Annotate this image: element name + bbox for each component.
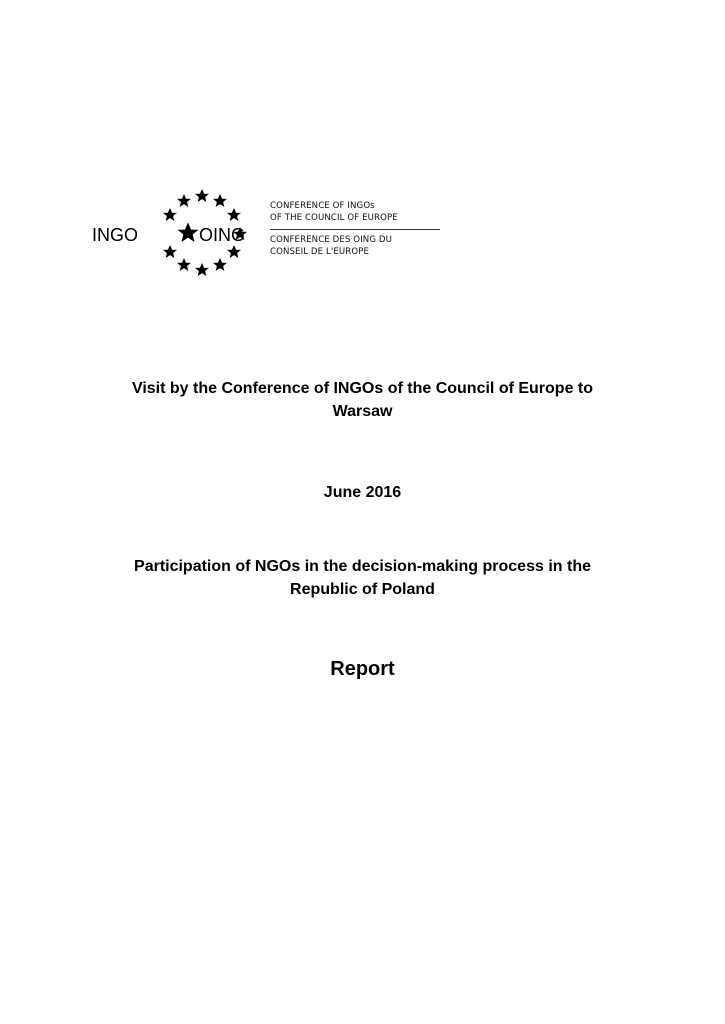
subtitle-line-2: Republic of Poland <box>290 581 435 598</box>
title-line-1: Visit by the Conference of INGOs of the Council of Europe to <box>131 380 594 397</box>
report-heading: Report <box>330 658 395 680</box>
logo-french-line-1: CONFERENCE DES OING DU <box>270 235 393 245</box>
document-date: June 2016 <box>323 484 402 501</box>
logo-english-line-2: OF THE COUNCIL OF EUROPE <box>270 213 398 223</box>
title-line-2: Warsaw <box>332 403 393 420</box>
logo-french-line-2: CONSEIL DE L'EUROPE <box>270 247 370 257</box>
logo-text-block <box>270 200 440 258</box>
document-title <box>0 377 725 423</box>
logo-ingo-text: INGO <box>92 225 139 245</box>
logo-divider <box>270 229 440 230</box>
logo-english-line-1: CONFERENCE OF INGOs <box>270 201 375 211</box>
subtitle-line-1: Participation of NGOs in the decision-making process in the <box>134 558 591 575</box>
document-subtitle <box>0 555 725 601</box>
logo-oing-text: OING <box>199 225 246 245</box>
logo-emblem <box>92 184 262 279</box>
ingo-logo <box>92 184 442 279</box>
star-ring-icon <box>92 184 262 279</box>
